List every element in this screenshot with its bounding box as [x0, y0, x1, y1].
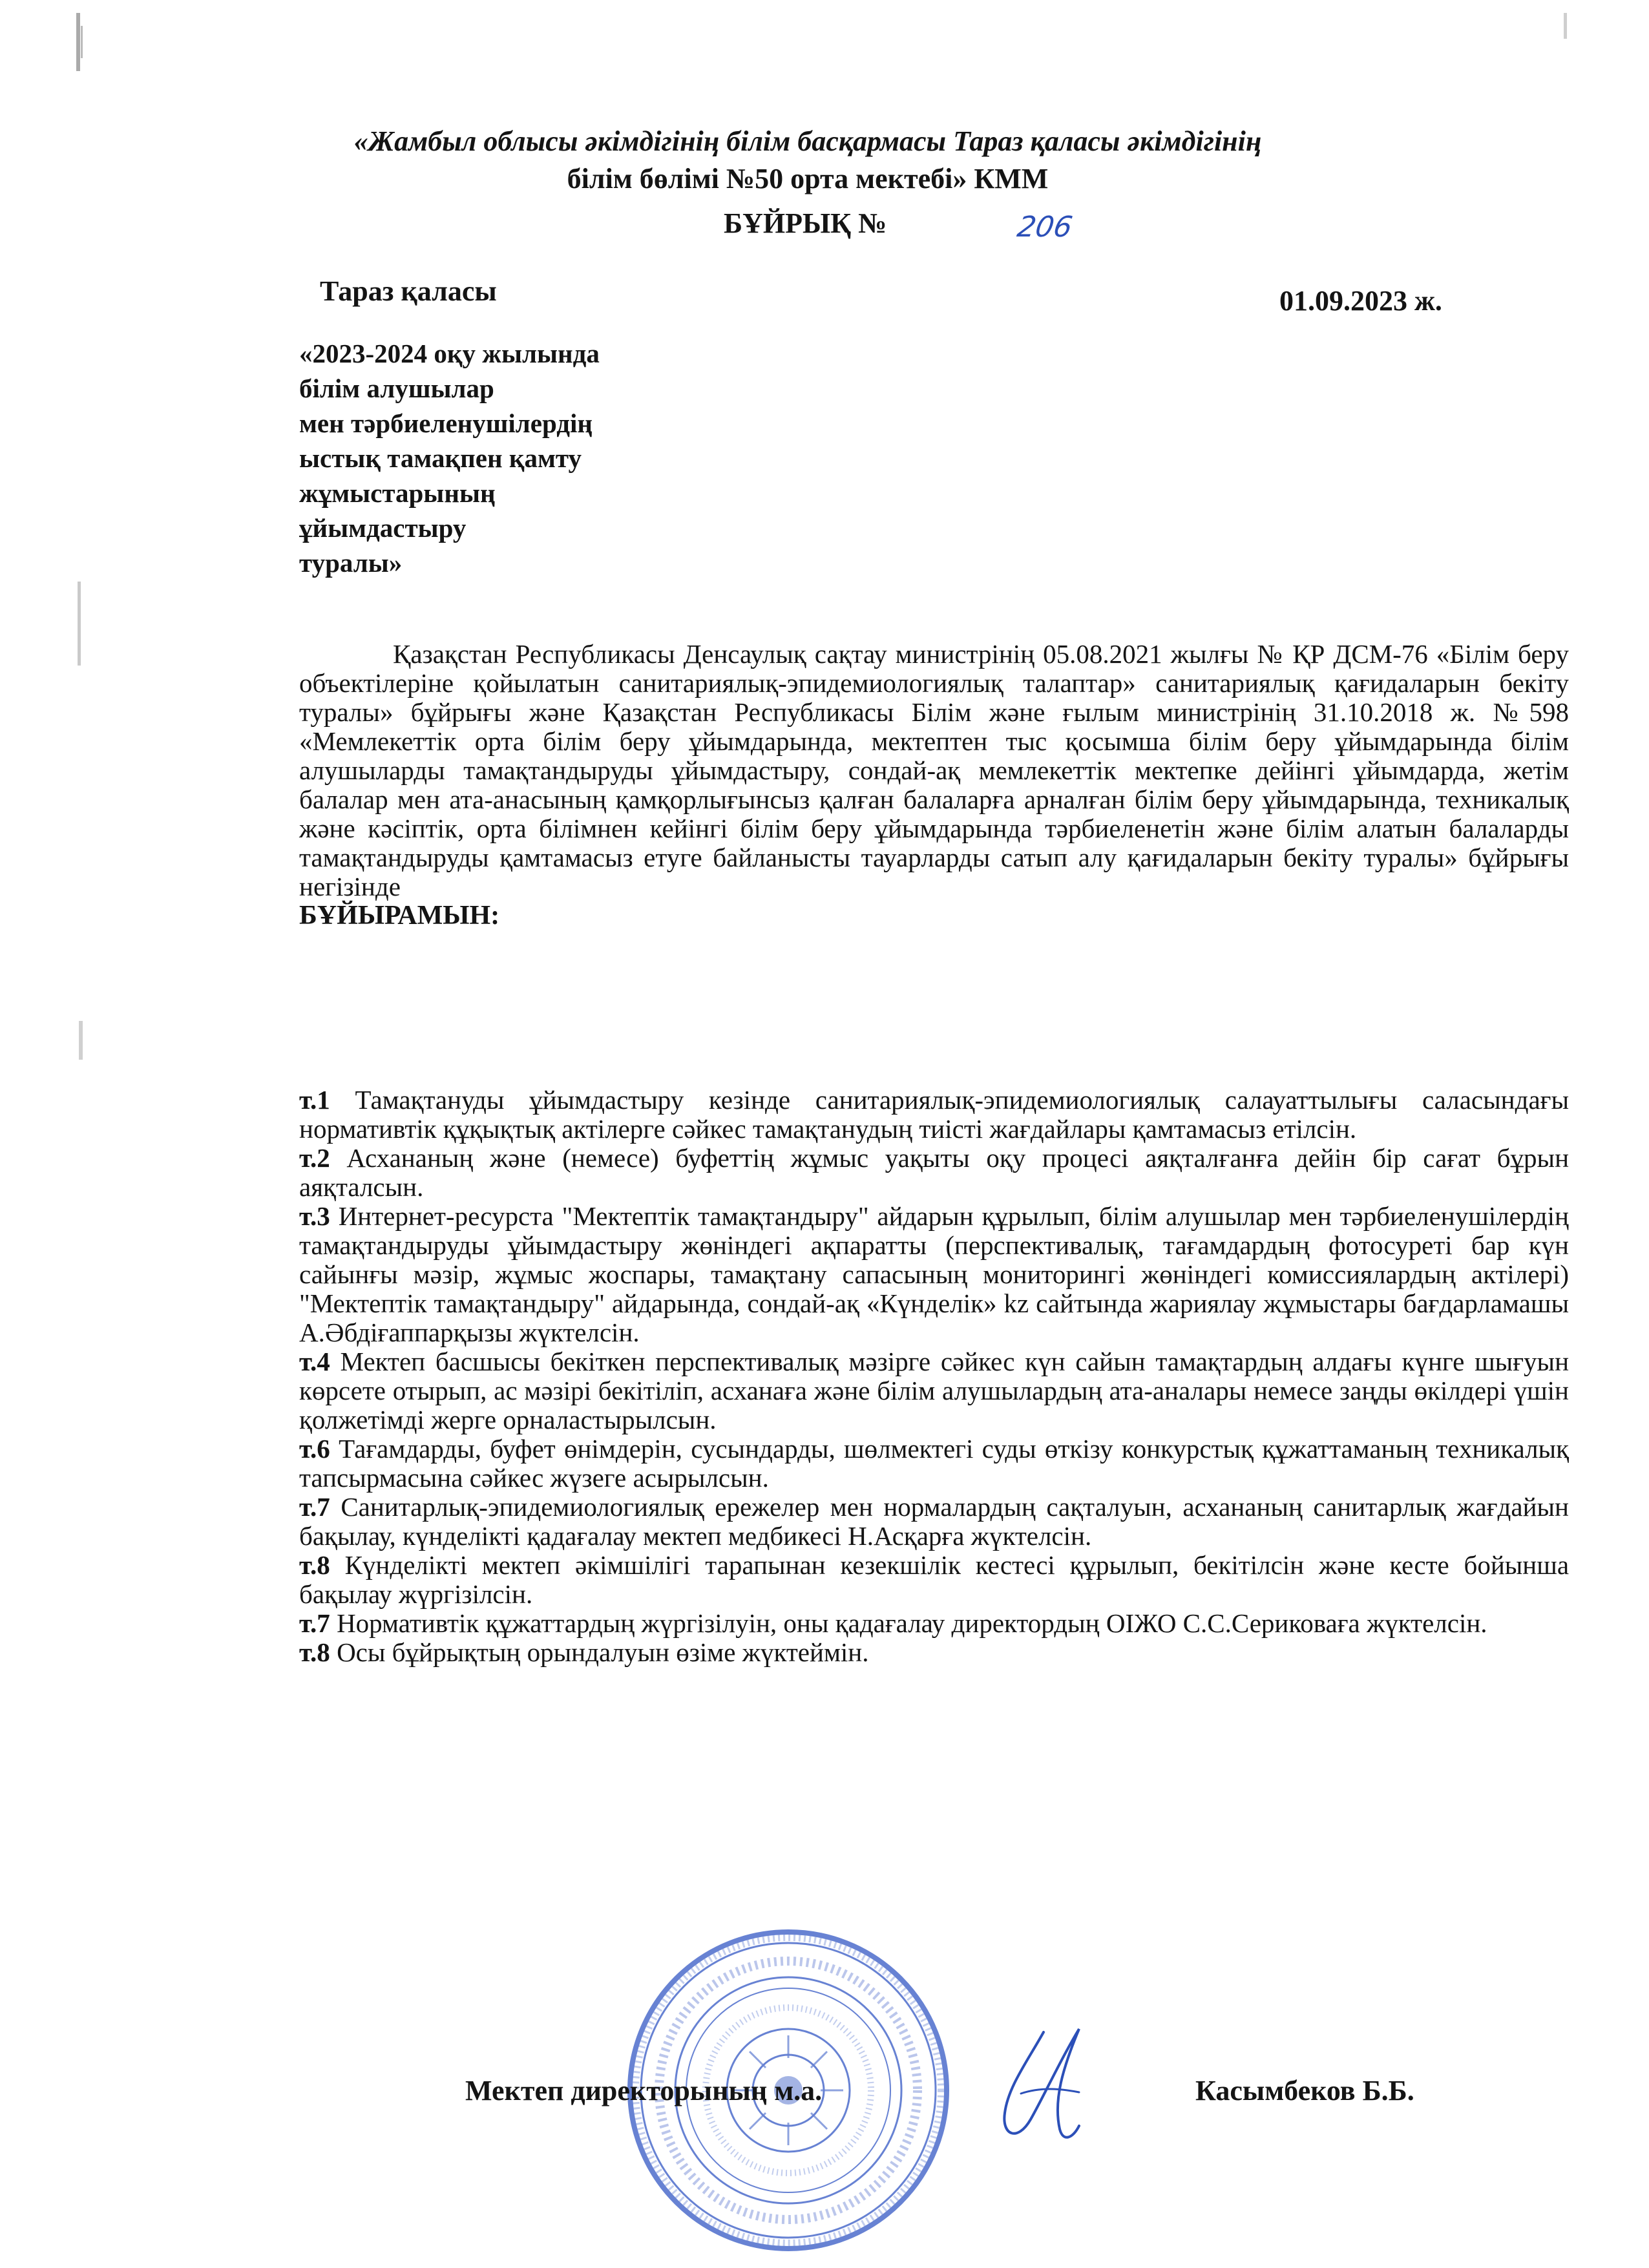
organization-header: [194, 123, 1422, 198]
order-word: БҰЙЫРАМЫН:: [299, 901, 500, 930]
subject-line: туралы»: [299, 548, 403, 578]
subject-line: білім алушылар: [299, 373, 494, 403]
subject-line: ыстық тамақпен қамту: [299, 443, 582, 473]
item-text: Асхананың және (немесе) буфеттің жұмыс уақыты оқу процесі аяқталғанға дейін бір сағат бұрын аяқталсын.: [299, 1143, 1570, 1202]
order-title: БҰЙРЫҚ №: [724, 207, 887, 239]
header-line-2: білім бөлімі №50 орта мектебі» КММ: [567, 163, 1049, 194]
director-name: Касымбеков Б.Б.: [1195, 2075, 1414, 2106]
header-line-1: «Жамбыл облысы әкімдігінің білім басқармасы Тараз қаласы әкімдігінің: [353, 125, 1262, 157]
item-text: Осы бұйрықтың орындалуын өзіме жүктеймін.: [337, 1637, 869, 1667]
order-item: [299, 1144, 1569, 1202]
subject-line: мен тәрбиеленушілердің: [299, 408, 593, 438]
order-items: [299, 1086, 1569, 1667]
item-text: Күнделікті мектеп әкімшілігі тарапынан кезекшілік кестесі құрылып, бекітілсін және кесте бойынша бақылау жүргізілсін.: [299, 1550, 1570, 1609]
order-item: [299, 1551, 1569, 1609]
handwritten-signature: [982, 2016, 1111, 2158]
city: Тараз қаласы: [320, 275, 497, 307]
item-number: т.8: [299, 1637, 330, 1667]
item-number: т.3: [299, 1201, 330, 1231]
order-number: 206: [1014, 211, 1075, 244]
item-number: т.8: [299, 1550, 330, 1580]
item-number: т.6: [299, 1434, 330, 1464]
item-text: Тағамдарды, буфет өнімдерін, сусындарды, шөлмектегі суды өткізу конкурстық құжаттаманың техникалық тапсырмасына сәйкес жүзеге асырылсын.: [299, 1434, 1570, 1493]
order-item: [299, 1493, 1569, 1551]
subject-line: «2023-2024 оқу жылында: [299, 339, 600, 368]
item-number: т.7: [299, 1492, 330, 1522]
order-item: [299, 1638, 1569, 1667]
subject-line: жұмыстарының: [299, 478, 496, 508]
item-text: Санитарлық-эпидемиологиялық ережелер мен нормалардың сақталуын, асхананың санитарлық жағдайын бақылау, күнделікті қадағалау мектеп медбикесі Н.Асқарға жүктелсін.: [299, 1492, 1569, 1551]
preamble-text: Қазақстан Республикасы Денсаулық сақтау министрінің 05.08.2021 жылғы № ҚР ДСМ-76 «Білім беру объектілеріне қойылатын санитариялық-эпидемиологиялық талаптар» санитариялық қағидаларын бекіту туралы» бұйрығы және Қазақстан Республикасы Білім және ғылым министрінің 31.10.2018 ж. №598 «Мемлекеттік орта білім беру ұйымдарында, мектептен тыс қосымша білім беру ұйымдарында білім алушыларды тамақтандыруды ұйымдастыру, сондай-ақ мемлекеттік мектепке дейінгі ұйымдарда, жетім балалар мен ата-анасының қамқорлығынсыз қалған балаларға арналған білім беру ұйымдарында, техникалық және кәсіптік, орта білімнен кейінгі білім беру ұйымдарында тәрбиеленетін және білім алатын балаларды тамақтандыруды қамтамасыз етуге байланысты тауарларды сатып алу қағидаларын бекіту туралы» бұйрығы негізінде: [299, 639, 1569, 901]
item-text: Мектеп басшысы бекіткен перспективалық мәзірге сәйкес күн сайын тамақтардың алдағы күнге шығуын көрсете отырып, ас мәзірі бекітіліп, асханаға және білім алушылардың ата-аналары немесе заңды өкілдері үшін қолжетімді жерге орналастырылсын.: [299, 1347, 1570, 1434]
order-item: [299, 1086, 1569, 1144]
order-item: [299, 1347, 1569, 1434]
item-number: т.1: [299, 1085, 330, 1115]
item-number: т.4: [299, 1347, 330, 1376]
order-date: 01.09.2023 ж.: [1279, 285, 1442, 317]
item-number: т.2: [299, 1143, 330, 1173]
subject-line: ұйымдастыру: [299, 513, 467, 543]
order-subject: [299, 336, 713, 580]
order-item: [299, 1609, 1569, 1638]
item-text: Тамақтануды ұйымдастыру кезінде санитариялық-эпидемиологиялық салауаттылығы саласындағы нормативтік құқықтық актілерге сәйкес тамақтанудың тиісті жағдайлары қамтамасыз етілсін.: [299, 1085, 1570, 1144]
item-text: Нормативтік құжаттардың жүргізілуін, оны қадағалау директордың ОІЖО С.С.Сериковаға жүктелсін.: [337, 1608, 1487, 1638]
order-item: [299, 1202, 1569, 1347]
item-text: Интернет-ресурста "Мектептік тамақтандыру" айдарын құрылып, білім алушылар мен тәрбиеленушілердің тамақтандыруды ұйымдастыру жөніндегі ақпаратты (перспективалық, тағамдардың фотосуреті бар күн сайынғы мәзір, жұмыс жоспары, тамақтану сапасының мониторингі жөніндегі комиссиялардың актілері) "Мектептік тамақтандыру" айдарында, сондай-ақ «Күнделік» kz сайтында жариялау жұмыстары бағдарламашы А.Әбдіғаппарқызы жүктелсін.: [299, 1201, 1570, 1347]
preamble: [299, 640, 1569, 930]
signature-title: Мектеп директорының м.а.: [465, 2075, 823, 2106]
item-number: т.7: [299, 1608, 330, 1638]
order-item: [299, 1434, 1569, 1493]
